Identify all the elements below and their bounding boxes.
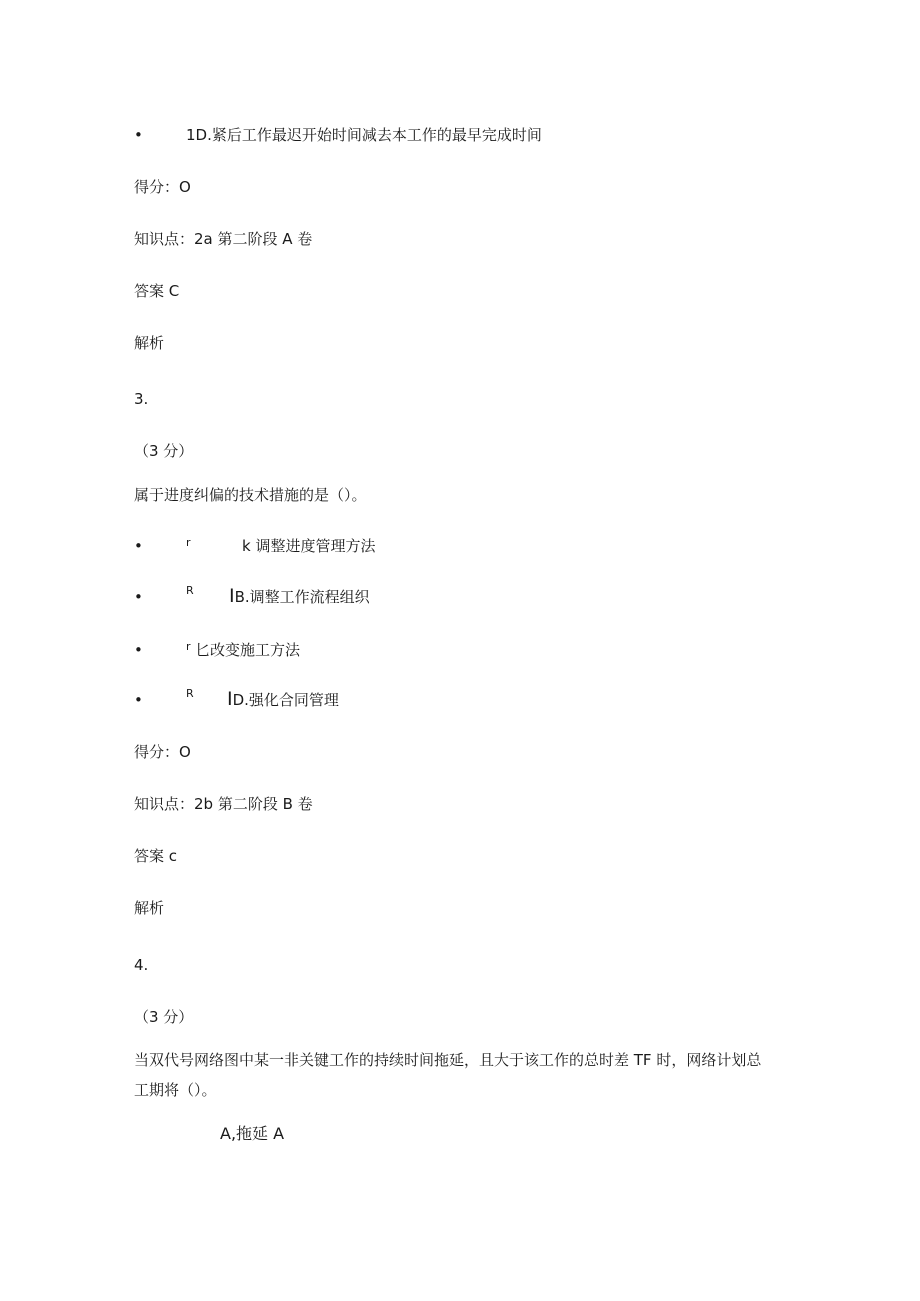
option-prefix: I [227, 688, 233, 710]
score-label: 得分：O [134, 743, 191, 761]
radio-marker[interactable]: R [186, 584, 194, 597]
analysis-label: 解析 [134, 334, 165, 352]
option-bullet: • [134, 691, 143, 709]
question-text: 属于进度纠偏的技术措施的是（）。 [134, 486, 367, 504]
knowledge-point: 知识点：2b 第二阶段 B 卷 [134, 795, 313, 813]
option-bullet: • [134, 588, 143, 606]
question-number: 3. [134, 390, 149, 408]
question-text-line2: 工期将（）。 [134, 1081, 217, 1099]
option-d-text[interactable] [227, 689, 339, 710]
question-points: （3 分） [134, 442, 194, 460]
option-prefix: I [229, 585, 235, 607]
option-label: B.调整工作流程组织 [234, 588, 370, 606]
question-text-line1: 当双代号网络图中某一非关键工作的持续时间拖延，且大于该工作的总时差 TF 时，网络计划总 [134, 1051, 762, 1069]
analysis-label: 解析 [134, 899, 165, 917]
radio-marker[interactable]: r [186, 640, 191, 653]
answer-label: 答案 c [134, 847, 178, 865]
option-bullet: • [134, 126, 143, 144]
radio-marker[interactable]: r [186, 536, 191, 549]
option-d-text: 1D.紧后工作最迟开始时间减去本工作的最早完成时间 [186, 126, 542, 144]
option-c-text[interactable]: 匕改变施工方法 [195, 641, 301, 659]
option-a-text[interactable]: k 调整进度管理方法 [242, 537, 376, 555]
radio-marker[interactable]: R [186, 687, 194, 700]
score-label: 得分：O [134, 178, 191, 196]
option-bullet: • [134, 537, 143, 555]
option-b-text[interactable] [229, 586, 370, 607]
option-a-text[interactable]: A,拖延 A [220, 1124, 285, 1143]
question-number: 4. [134, 956, 149, 974]
answer-label: 答案 C [134, 282, 180, 300]
option-bullet: • [134, 641, 143, 659]
option-label: D.强化合同管理 [232, 691, 339, 709]
knowledge-point: 知识点：2a 第二阶段 A 卷 [134, 230, 313, 248]
question-points: （3 分） [134, 1008, 194, 1026]
